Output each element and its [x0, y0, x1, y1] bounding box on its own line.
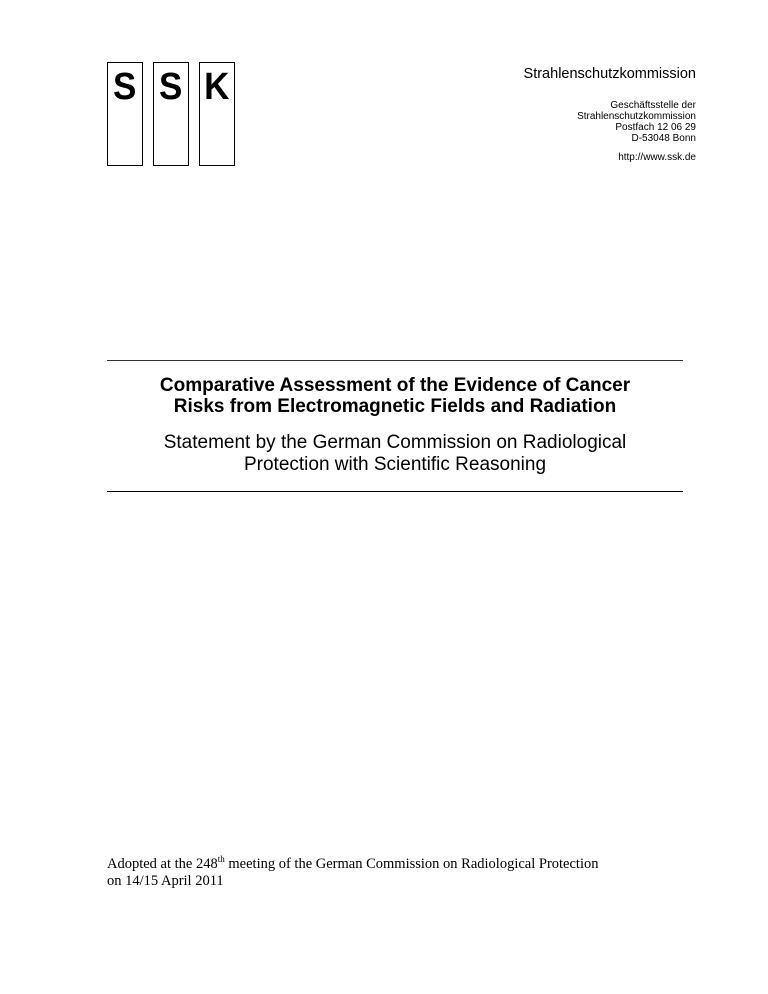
address-block [577, 100, 696, 144]
address-line: Geschäftsstelle der [610, 100, 696, 111]
adoption-prefix: Adopted at the 248 [107, 856, 218, 872]
subtitle-line: Protection with Scientific Reasoning [243, 454, 547, 475]
website-link[interactable]: http://www.ssk.de [618, 152, 696, 163]
ssk-logo [107, 62, 235, 166]
adoption-suffix: meeting of the German Commission on Radiological Protection [224, 856, 599, 872]
adoption-line-1 [107, 856, 598, 873]
organization-name: Strahlenschutzkommission [523, 66, 696, 82]
subtitle-line: Statement by the German Commission on Radiological [163, 432, 627, 453]
logo-box-s1 [107, 62, 143, 166]
title-line: Risks from Electromagnetic Fields and Radiation [173, 396, 617, 417]
title-line: Comparative Assessment of the Evidence of Cancer [159, 375, 631, 396]
bottom-divider [107, 491, 683, 492]
adoption-line-2: on 14/15 April 2011 [107, 873, 224, 889]
adoption-note [107, 856, 598, 890]
top-divider [107, 360, 683, 361]
document-title [107, 375, 683, 417]
logo-letter: S [113, 66, 137, 108]
document-subtitle [107, 432, 683, 476]
logo-box-s2 [153, 62, 189, 166]
ordinal-superscript: th [217, 854, 225, 864]
address-line: Strahlenschutzkommission [577, 111, 696, 122]
logo-letter: S [159, 66, 183, 108]
address-line: D-53048 Bonn [631, 133, 696, 144]
logo-letter: K [204, 66, 230, 108]
address-line: Postfach 12 06 29 [615, 122, 696, 133]
logo-box-k [199, 62, 235, 166]
